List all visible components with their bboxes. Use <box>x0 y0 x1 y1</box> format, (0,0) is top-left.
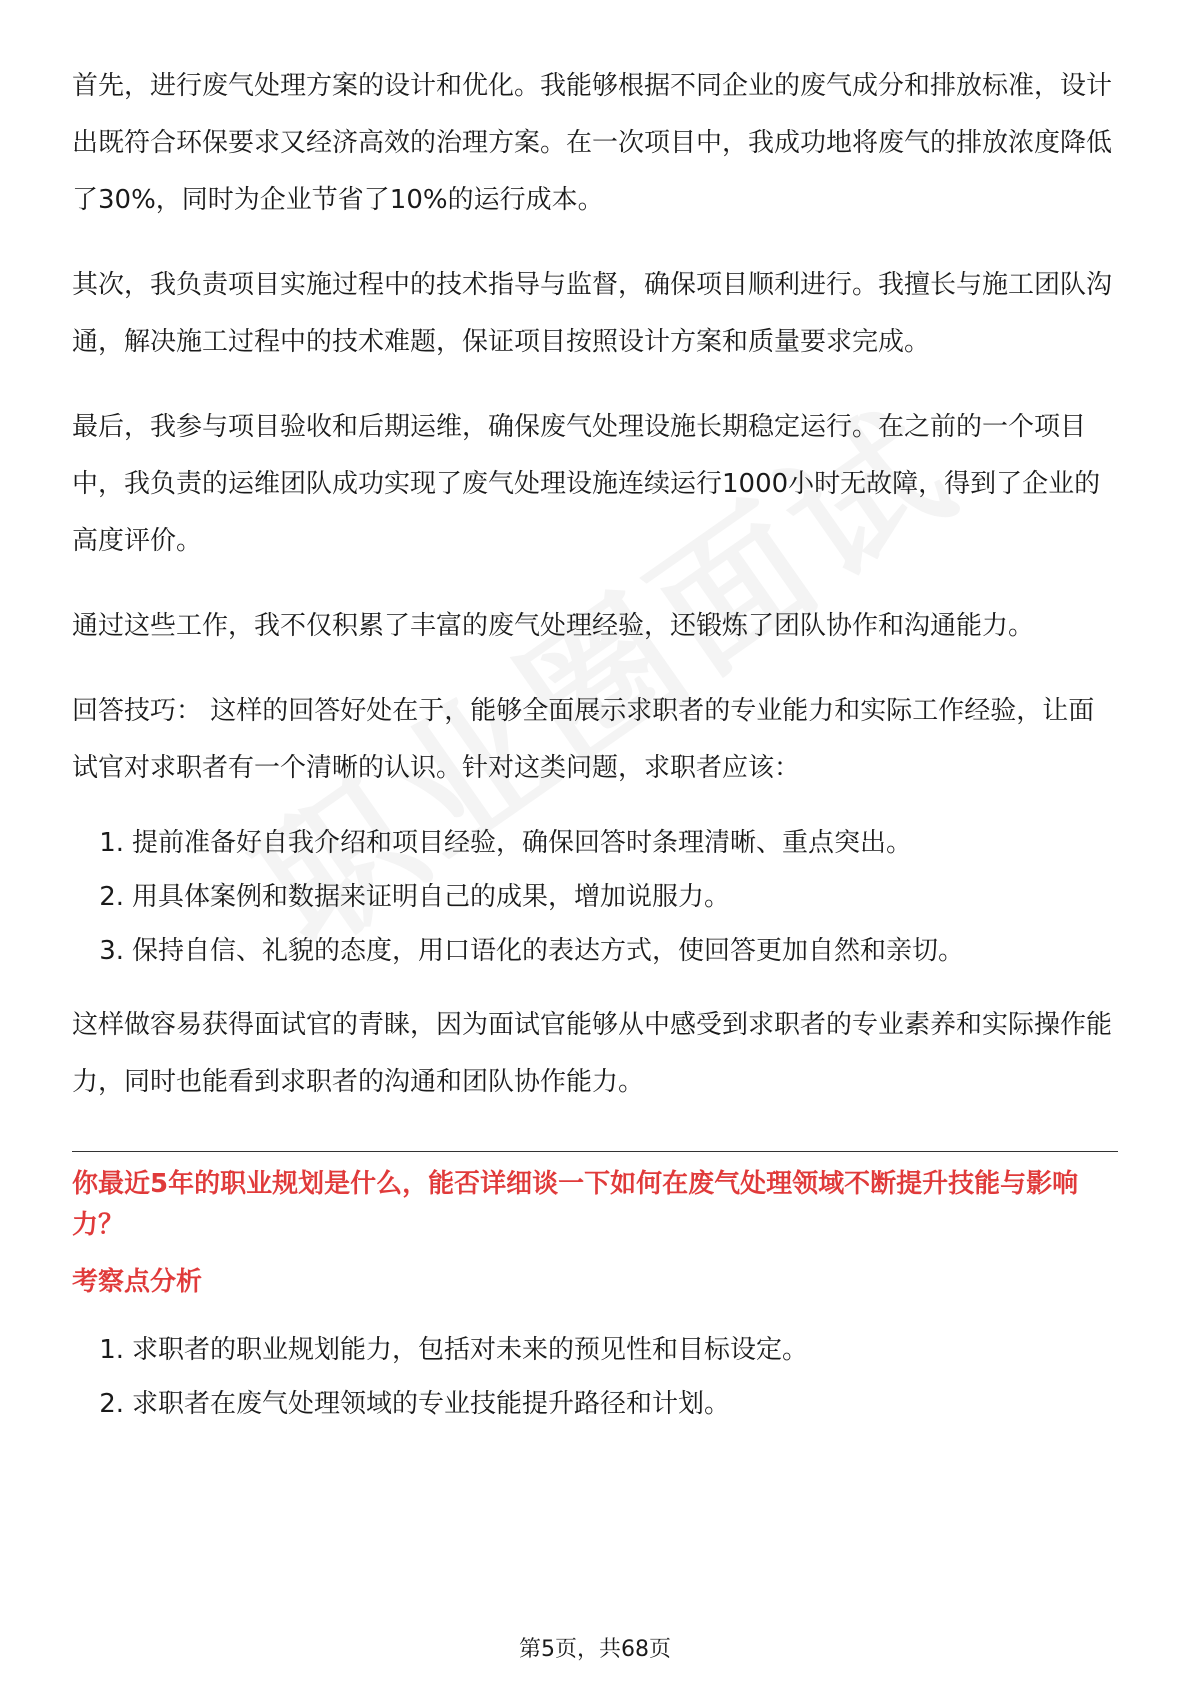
list-item <box>72 879 1118 915</box>
tips-list <box>72 825 1118 969</box>
analysis-title: 考察点分析 <box>72 1267 203 1297</box>
paragraph: 最后，我参与项目验收和后期运维，确保废气处理设施长期稳定运行。在之前的一个项目中，我负责的运维团队成功实现了废气处理设施连续运行1000小时无故障，得到了企业的高度评价。 <box>72 412 1101 556</box>
section-divider <box>72 1151 1118 1152</box>
list-text: 保持自信、礼貌的态度，用口语化的表达方式，使回答更加自然和亲切。 <box>132 936 965 966</box>
list-number: 2. <box>99 1389 124 1419</box>
list-number: 3. <box>99 936 124 966</box>
interview-question: 你最近5年的职业规划是什么，能否详细谈一下如何在废气处理领域不断提升技能与影响力？ <box>72 1169 1079 1240</box>
list-text: 提前准备好自我介绍和项目经验，确保回答时条理清晰、重点突出。 <box>132 828 913 858</box>
list-item <box>72 933 1118 969</box>
paragraph: 其次，我负责项目实施过程中的技术指导与监督，确保项目顺利进行。我擅长与施工团队沟通，解决施工过程中的技术难题，保证项目按照设计方案和质量要求完成。 <box>72 270 1113 357</box>
list-number: 1. <box>99 828 124 858</box>
analysis-list <box>72 1332 1118 1422</box>
page-number: 第5页，共68页 <box>519 1637 671 1662</box>
paragraph: 首先，进行废气处理方案的设计和优化。我能够根据不同企业的废气成分和排放标准，设计出既符合环保要求又经济高效的治理方案。在一次项目中，我成功地将废气的排放浓度降低了30%，同时为企业节省了10%的运行成本。 <box>72 71 1113 215</box>
closing-paragraph: 这样做容易获得面试官的青睐，因为面试官能够从中感受到求职者的专业素养和实际操作能力，同时也能看到求职者的沟通和团队协作能力。 <box>72 1010 1113 1097</box>
list-item <box>72 825 1118 861</box>
list-text: 求职者在废气处理领域的专业技能提升路径和计划。 <box>132 1389 731 1419</box>
paragraph: 通过这些工作，我不仅积累了丰富的废气处理经验，还锻炼了团队协作和沟通能力。 <box>72 611 1035 641</box>
list-number: 2. <box>99 882 124 912</box>
list-item <box>72 1332 1118 1368</box>
list-text: 用具体案例和数据来证明自己的成果，增加说服力。 <box>132 882 731 912</box>
list-text: 求职者的职业规划能力，包括对未来的预见性和目标设定。 <box>132 1335 809 1365</box>
answer-tips-intro: 回答技巧： 这样的回答好处在于，能够全面展示求职者的专业能力和实际工作经验，让面试官对求职者有一个清晰的认识。针对这类问题，求职者应该： <box>72 696 1095 783</box>
document-body <box>72 58 1118 1450</box>
list-number: 1. <box>99 1335 124 1365</box>
list-item <box>72 1386 1118 1422</box>
